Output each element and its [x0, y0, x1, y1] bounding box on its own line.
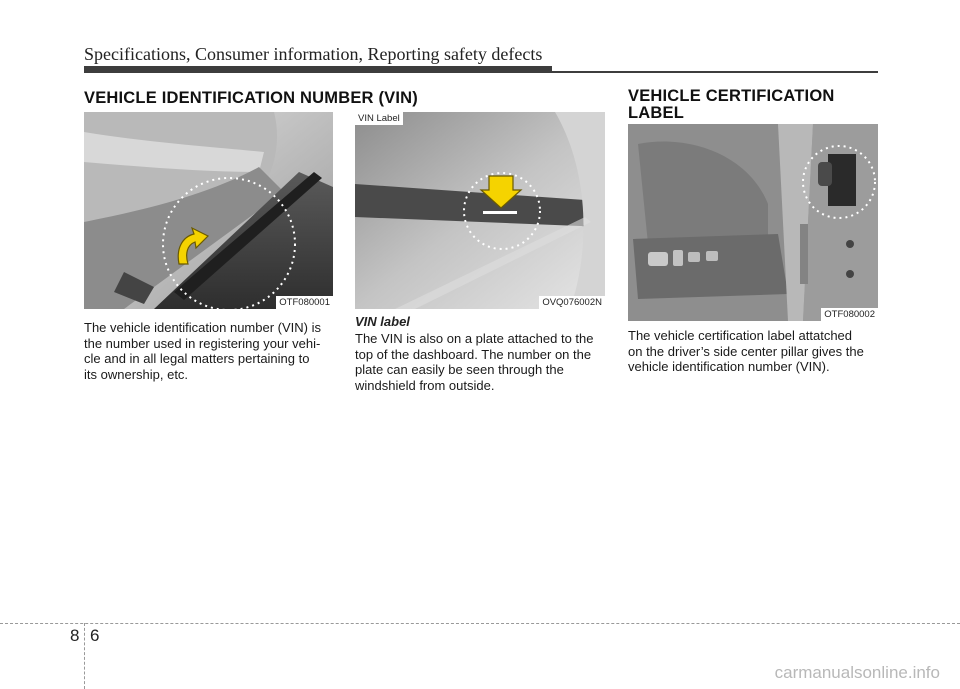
vin-section-heading: VEHICLE IDENTIFICATION NUMBER (VIN): [84, 89, 418, 107]
cert-section-heading: [628, 88, 834, 122]
photo-code-label: OVQ076002N: [539, 296, 605, 309]
cert-description-text: [628, 328, 878, 375]
chapter-header-title: Specifications, Consumer information, Reporting safety defects: [84, 44, 543, 64]
header-bar: [84, 66, 552, 73]
cert-heading-line1: VEHICLE CERTIFICATION: [628, 87, 835, 105]
text-line: The vehicle identification number (VIN) is: [84, 320, 321, 335]
vin-label-subheading: VIN label: [355, 314, 410, 329]
photo-code-label: OTF080002: [821, 308, 878, 321]
text-line: The vehicle certification label attatched: [628, 328, 853, 343]
cert-heading-line2: LABEL: [628, 104, 684, 122]
footer-vertical-divider: [84, 623, 85, 689]
text-line: on the driver’s side center pillar gives the: [628, 343, 864, 359]
chapter-number: 8: [70, 626, 80, 645]
text-line: cle and in all legal matters pertaining to: [84, 351, 310, 366]
text-line: the number used in registering your vehi-: [84, 335, 321, 351]
watermark: carmanualsonline.info: [774, 663, 940, 682]
vin-floor-photo: [84, 112, 333, 309]
text-line: plate can easily be seen through the: [355, 362, 564, 377]
text-line: top of the dashboard. The number on the: [355, 346, 592, 362]
vin-description-text: [84, 320, 333, 382]
photo-code-label: OTF080001: [276, 296, 333, 309]
vin-label-text: [355, 331, 605, 393]
text-line: vehicle identification number (VIN).: [628, 359, 830, 374]
footer-divider: [0, 623, 960, 624]
page-number: 6: [90, 626, 100, 645]
vin-dashboard-photo: [355, 112, 605, 309]
text-line: its ownership, etc.: [84, 366, 189, 382]
header-rule: [552, 71, 878, 73]
text-line: The VIN is also on a plate attached to the: [355, 331, 594, 346]
cert-pillar-photo: [628, 124, 878, 321]
vin-label-caption: VIN Label: [355, 112, 403, 125]
text-line: windshield from outside.: [355, 377, 495, 393]
